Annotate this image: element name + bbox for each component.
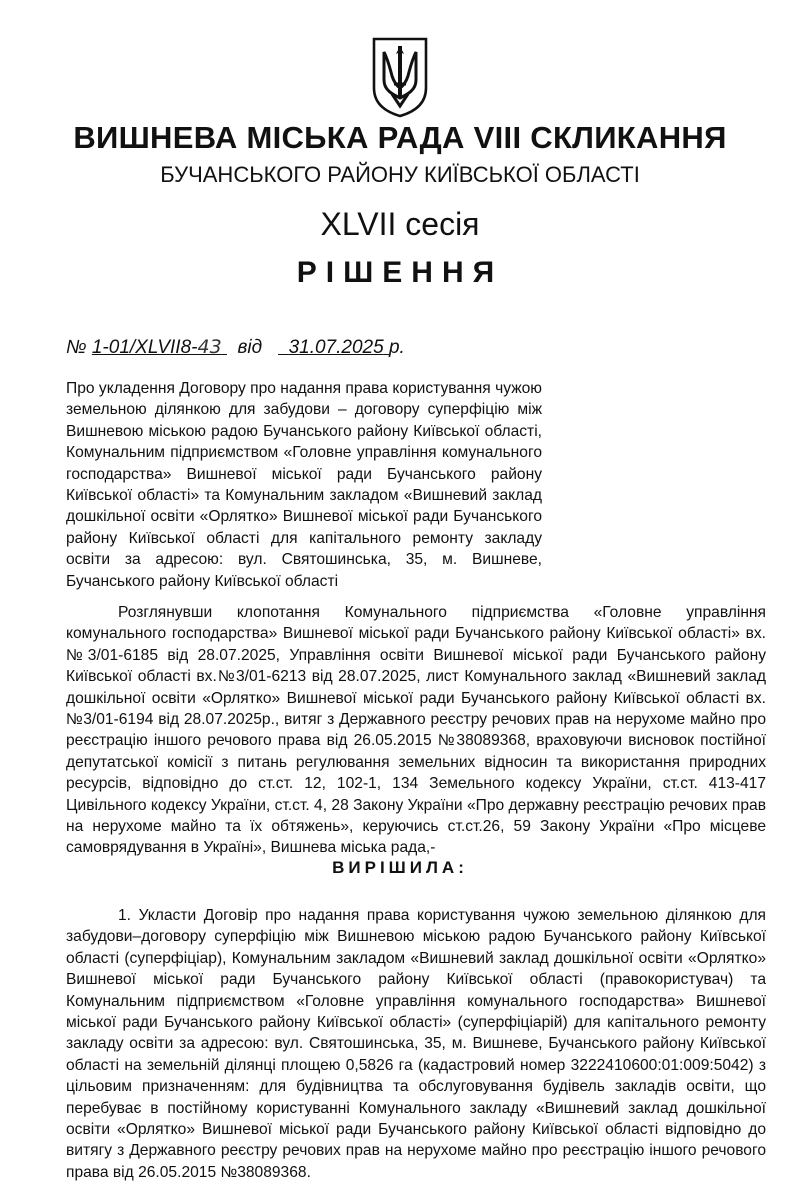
decision-item-1: 1. Укласти Договір про надання права користування чужою земельною ділянкою для забудови–договору суперфіцію між Вишневою міською радою Бучанського району Київської області (суперфіціар), Комунальним закладом «Вишневий заклад дошкільної освіти «Орлятко» Вишневої міської ради Бучанського району Київської області (правокористувач) та Комунальним підприємством «Головне управління комунального господарства» Вишневої міської ради Бучанського району Київської області» (суперфіціарій) для капітального ремонту закладу освіти за адресою: вул. Святошинська, 35, м. Вишневе, Бучанського району Київської області на земельній ділянці площею 0,5826 га (кадастровий номер 3222410600:01:009:5042) з цільовим призначенням: для будівництва та обслуговування будівель закладів освіти, що перебуває в постійному користуванні Комунального закладу «Вишневий заклад дошкільної освіти «Орлятко» Вишневої міської ради Бучанського району Київської області відповідно до витягу з Державного реєстру речових прав на нерухоме майно про реєстрацію іншого речового права від 26.05.2015 №38089368.	[66, 907, 766, 1181]
decision-title: РІШЕННЯ	[296, 256, 504, 289]
coat-of-arms-icon	[370, 36, 430, 118]
preamble-paragraph: Розглянувши клопотання Комунального підприємства «Головне управління комунального господарства» Вишневої міської ради Бучанського району Київської області» вх.№3/01-6185 від 28.07.2025, Управління освіти Вишневої міської ради Бучанського району Київської області вх.№3/01-6213 від 28.07.2025, лист Комунального заклад «Вишневий заклад дошкільної освіти «Орлятко» Вишневої міської ради Бучанського району Київської області вх.№3/01-6194 від 28.07.2025р., витяг з Державного реєстру речових прав на нерухоме майно про реєстрацію іншого речового права від 26.05.2015 №38089368, враховуючи висновок постійної депутатської комісії з питань регулювання земельних відносин та використання природних ресурсів, відповідно до ст.ст. 12, 102-1, 134 Земельного кодексу України, ст.ст. 413-417 Цивільного кодексу України, ст.ст. 4, 28 Закону України «Про державну реєстрацію речових прав на нерухоме майно та їх обтяжень», керуючись ст.ст.26, 59 Закону України «Про місцеве самоврядування в Україні», Вишнева міська рада,-	[66, 604, 766, 857]
decision-number-line	[66, 336, 405, 359]
decision-subject: Про укладення Договору про надання права користування чужою земельною ділянкою для забудови – договору суперфіцію між Вишневою міською радою Бучанського району Київської області, Комунальним підприємством «Головне управління комунального господарства» Вишневої міської ради Бучанського району Київської області» та Комунальним закладом «Вишневий заклад дошкільної освіти «Орлятко» Вишневої міської ради Бучанського району Київської області для капітального ремонту закладу освіти за адресою: вул. Святошинська, 35, м. Вишневе, Бучанського району Київської області	[66, 380, 542, 590]
council-subtitle: БУЧАНСЬКОГО РАЙОНУ КИЇВСЬКОЇ ОБЛАСТІ	[160, 162, 640, 187]
session-title: XLVII сесія	[320, 206, 480, 242]
decision-date: 31.07.2025	[288, 337, 384, 358]
number-prefix: №	[66, 337, 87, 358]
date-suffix: р.	[388, 337, 405, 358]
handwritten-number: 43	[197, 336, 222, 358]
resolved-heading: ВИРІШИЛА:	[332, 858, 468, 877]
council-title: ВИШНЕВА МІСЬКА РАДА VIII СКЛИКАННЯ	[73, 120, 727, 155]
decision-number: 1-01/XLVII8-43	[91, 336, 222, 358]
date-prefix: від	[237, 337, 263, 358]
